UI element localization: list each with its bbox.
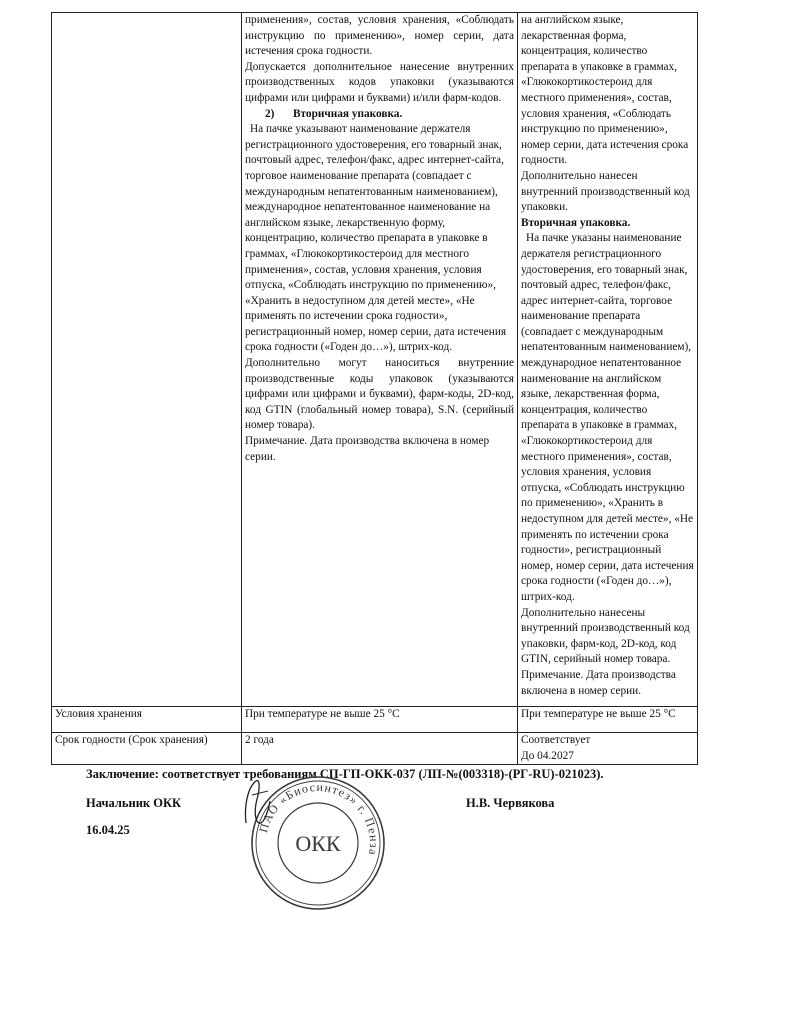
stamp-center-text: ОКК (295, 831, 341, 856)
parameter-cell: Условия хранения (52, 707, 242, 733)
result-cell: При температуре не выше 25 °C (518, 707, 698, 733)
result-cell (518, 733, 698, 765)
table-row (52, 707, 698, 733)
stamp-ring-text: ПАО «Биосинтез» г. Пенза (256, 779, 382, 858)
result-line: До 04.2027 (521, 749, 574, 762)
result-cell (518, 13, 698, 707)
result-paragraph: Дополнительно нанесены внутренний производственный код упаковки, фарм-код, 2D-код, код GTIN, серийный номер товара. (521, 606, 690, 666)
requirement-paragraph: Допускается дополнительное нанесение внутренних производственных кодов упаковки (указываются цифрами или цифрами и буквами) и/или фарм-кодов. (245, 60, 514, 104)
result-paragraph: На пачке указаны наименование держателя регистрационного удостоверения, его товарный знак, почтовый адрес, телефон/факс, адрес интернет-сайта, торговое наименование препарата (совпадает с международным непатентованным наименованием), международное непатентованное наименование на английском языке, лекарственная форма, концентрация, количество препарата в упаковке в граммах, «Глюкокортикостероид для местного применения», состав, условия хранения, условия отпуска, «Соблюдать инструкцию по применению», «Хранить в недоступном для детей месте», «Не применять по истечении срока годности», регистрационный номер, номер серии, дата истечения срока годности («Годен до…»), штрих-код. (521, 232, 694, 603)
requirement-paragraph: Дополнительно могут наноситься внутренние производственные коды упаковок (указываются цифрами или цифрами и буквами), фарм-коды, 2D-код, код GTIN (глобальный номер товара), S.N. (серийный номер товара). (245, 357, 514, 432)
signatory-title: Начальник ОКК (86, 796, 182, 810)
table-row (52, 733, 698, 765)
conclusion-text: Заключение: соответствует требованиям СП-ГП-ОКК-037 (ЛП-№(003318)-(РГ-RU)-021023). (86, 767, 604, 781)
parameter-cell-empty (52, 13, 242, 707)
requirement-cell: При температуре не выше 25 °C (242, 707, 518, 733)
result-secondary-heading: Вторичная упаковка. (521, 216, 631, 229)
result-note: Примечание. Дата производства включена в номер серии. (521, 668, 676, 697)
signature-date: 16.04.25 (86, 823, 130, 837)
result-paragraph: Дополнительно нанесен внутренний производственный код упаковки. (521, 169, 690, 214)
heading-text: Вторичная упаковка. (293, 107, 403, 120)
heading-number: 2) (265, 107, 275, 120)
secondary-packaging-heading (245, 107, 514, 123)
handwritten-signature (230, 775, 290, 835)
table-row (52, 13, 698, 707)
parameter-cell: Срок годности (Срок хранения) (52, 733, 242, 765)
requirement-cell (242, 13, 518, 707)
requirement-cell: 2 года (242, 733, 518, 765)
result-paragraph: на английском языке, лекарственная форма, концентрация, количество препарата в упаковке в граммах, «Глюкокортикостероид для местного применения», состав, условия хранения, «Соблюдать инструкцию по применению», номер серии, дата истечения срока годности. (521, 14, 689, 167)
signatory-name: Н.В. Червякова (466, 796, 555, 810)
requirement-paragraph: На пачке указывают наименование держателя регистрационного удостоверения, его товарный знак, почтовый адрес, телефон/факс, адрес интернет-сайта, торговое наименование препарата (совпадает с международным непатентованным наименованием), международное непатентованное наименование на английском языке, лекарственную форму, концентрацию, количество препарата в упаковке в граммах, «Глюкокортикостероид для местного применения», состав, условия хранения, условия отпуска, «Соблюдать инструкцию по применению», «Хранить в недоступном для детей месте», «Не применять по истечении срока годности», регистрационный номер, номер серии, дата истечения срока годности («Годен до…»), штрих-код. (245, 123, 507, 354)
result-line: Соответствует (521, 734, 591, 746)
specification-table (51, 12, 698, 765)
requirement-paragraph: применения», состав, условия хранения, «Соблюдать инструкцию по применению», номер серии, дата истечения срока годности. (245, 14, 514, 58)
requirement-note: Примечание. Дата производства включена в номер серии. (245, 435, 490, 463)
